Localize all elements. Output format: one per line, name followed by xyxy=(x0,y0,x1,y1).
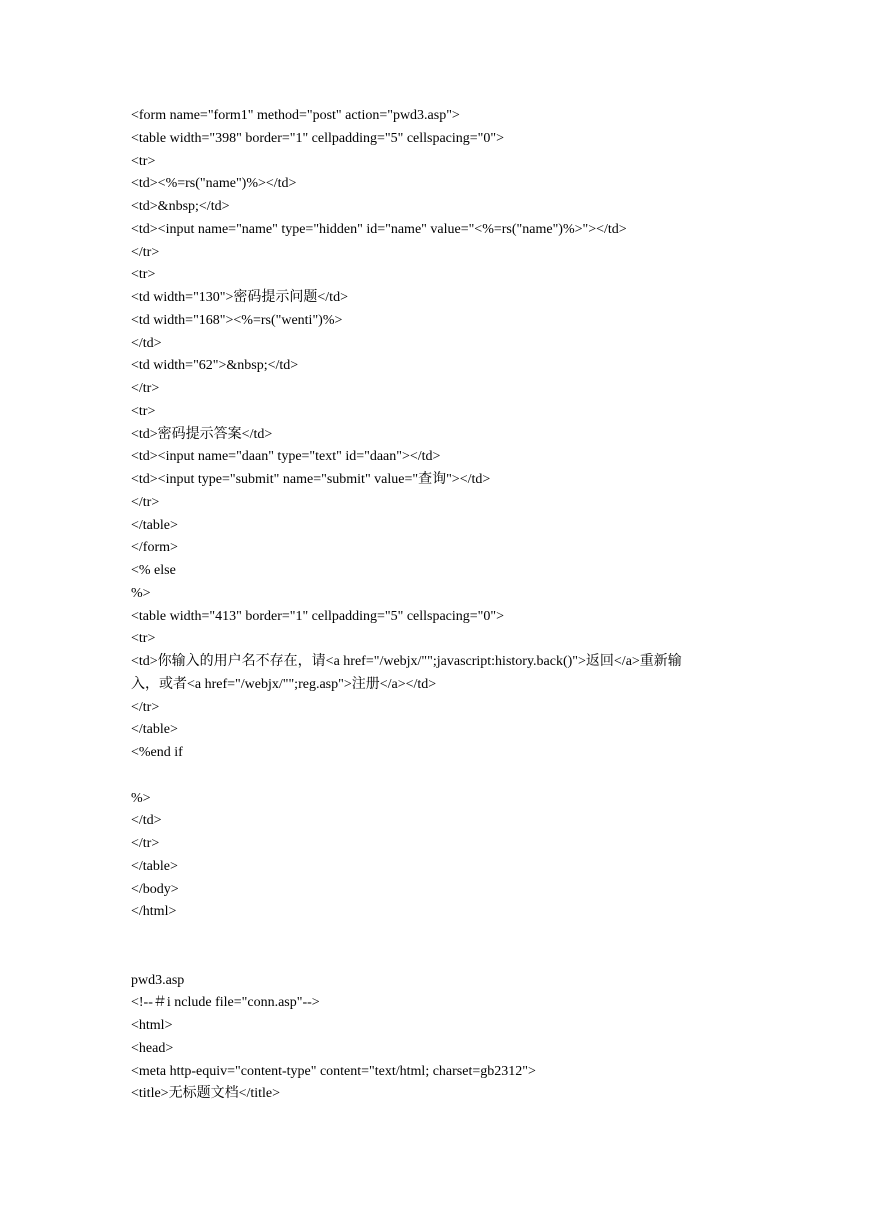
code-line: </html> xyxy=(131,904,177,920)
code-line: </td> xyxy=(131,335,162,351)
code-line: <!--＃i nclude file="conn.asp"--> xyxy=(131,995,320,1011)
code-line: <td><input name="daan" type="text" id="daan"></td> xyxy=(131,449,441,465)
code-line: <form name="form1" method="post" action="pwd3.asp"> xyxy=(131,108,460,123)
code-line: %> xyxy=(131,790,151,806)
code-line: </table> xyxy=(131,722,178,738)
code-line xyxy=(131,947,771,970)
code-line: 入，或者<a href="/webjx/"";reg.asp">注册</a></td> xyxy=(131,676,437,692)
code-line: <tr> xyxy=(131,403,156,419)
code-line: <td>密码提示答案</td> xyxy=(131,426,273,442)
code-line: <td><input type="submit" name="submit" value="查询"></td> xyxy=(131,472,491,487)
code-line: <tr> xyxy=(131,267,156,283)
code-line: <td width="62">&nbsp;</td> xyxy=(131,358,299,374)
code-line: <head> xyxy=(131,1040,174,1056)
code-line: <title>无标题文档</title> xyxy=(131,1086,281,1102)
code-line: <td><%=rs("name")%></td> xyxy=(131,176,297,192)
code-line: <table width="413" border="1" cellpadding="5" cellspacing="0"> xyxy=(131,608,505,624)
code-line: <%end if xyxy=(131,745,183,760)
code-line xyxy=(131,765,771,788)
code-line: </td> xyxy=(131,813,162,829)
code-line: <html> xyxy=(131,1018,173,1033)
code-line: <td width="168"><%=rs("wenti")%> xyxy=(131,312,343,328)
code-line: </tr> xyxy=(131,494,160,510)
code-line: </body> xyxy=(131,881,179,897)
code-line: </tr> xyxy=(131,836,160,851)
file-name-heading: pwd3.asp xyxy=(131,972,185,988)
code-line: <td>&nbsp;</td> xyxy=(131,199,230,214)
code-line: <tr> xyxy=(131,631,156,647)
code-line: </form> xyxy=(131,540,178,556)
code-line: <meta http-equiv="content-type" content="text/html; charset=gb2312"> xyxy=(131,1063,536,1079)
code-line: <td><input name="name" type="hidden" id="name" value="<%=rs("name")%>"></td> xyxy=(131,221,627,237)
code-line: </tr> xyxy=(131,699,160,715)
code-line: <% else xyxy=(131,563,176,578)
code-listing xyxy=(131,105,771,1106)
code-line: </table> xyxy=(131,517,178,533)
code-line: <tr> xyxy=(131,153,156,169)
code-line: </table> xyxy=(131,858,178,874)
code-line: %> xyxy=(131,585,151,601)
code-line xyxy=(131,924,771,947)
code-line: <table width="398" border="1" cellpadding="5" cellspacing="0"> xyxy=(131,130,505,146)
code-line: </tr> xyxy=(131,244,160,260)
code-line: </tr> xyxy=(131,381,160,396)
code-line: <td width="130">密码提示问题</td> xyxy=(131,290,348,305)
code-line: <td>你输入的用户名不存在，请<a href="/webjx/"";javascript:history.back()">返回</a>重新输 xyxy=(131,654,682,669)
